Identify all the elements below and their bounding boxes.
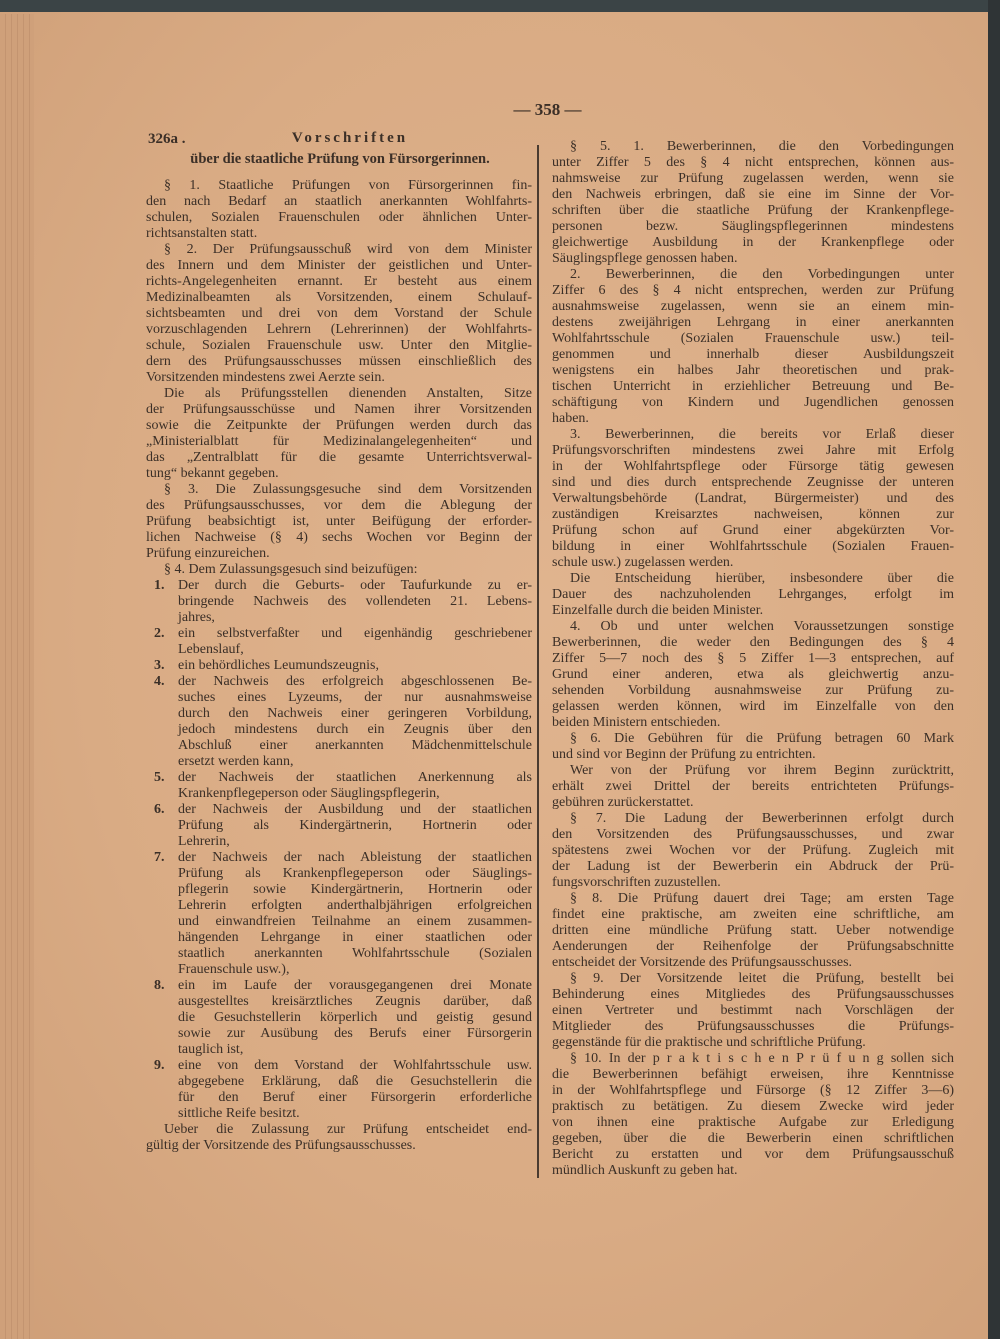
- text-line: jahres,: [178, 610, 215, 625]
- list-item: [146, 626, 532, 658]
- text-line: § 8. Die Prüfung dauert drei Tage; am ersten Tage: [570, 891, 954, 906]
- text-line: abgegebene Erklärung, daß die Gesuchstellerin die: [178, 1074, 532, 1090]
- text-line: sichtsbeamten und drei von dem Vorstand der Schule: [146, 306, 532, 321]
- paragraph: [146, 242, 532, 386]
- text-line: schriften über die staatliche Prüfung der Krankenpflege-: [552, 203, 954, 218]
- text-line: Prüfung schon auf Grund einer abgekürzten Vor-: [552, 523, 954, 538]
- text-line: Lehrerin erfolgten anderthalbjährigen erfolgreichen: [178, 898, 532, 914]
- text-line: erhält zwei Drittel der bereits entrichteten Prüfungs-: [552, 779, 954, 794]
- text-line: der Prüfungsausschüsse und Namen ihrer Vorsitzenden: [146, 402, 532, 417]
- text-line: jedoch mindestens durch ein Zeugnis über den: [178, 722, 532, 738]
- paragraph: [552, 971, 954, 1051]
- list-item-number: 7.: [154, 850, 165, 866]
- paragraph: [552, 267, 954, 427]
- text-line: Lebenslauf,: [178, 642, 244, 657]
- text-line: Die Entscheidung hierüber, insbesondere über die: [570, 571, 954, 586]
- list-item: [146, 850, 532, 978]
- text-line: tauglich ist,: [178, 1042, 244, 1058]
- text-line: „Ministerialblatt für Medizinalangelegenheiten“ und: [146, 434, 532, 449]
- text-line: § 9. Der Vorsitzende leitet die Prüfung, bestellt bei: [570, 971, 954, 986]
- text-line: Ziffer 5—7 noch des § 5 Ziffer 1—3 entsprechen, auf: [552, 651, 954, 666]
- text-line: Einzelfalle durch die beiden Minister.: [552, 603, 764, 618]
- paragraph: [552, 571, 954, 619]
- text-line: Die als Prüfungsstellen dienenden Anstalten, Sitze: [164, 386, 532, 401]
- text-line: ein selbstverfaßter und eigenhändig geschriebener: [178, 626, 532, 641]
- text-line: lichen Nachweise (§ 4) sechs Wochen vor Beginn der: [146, 530, 532, 545]
- text-line: Grund einer anderen, etwa als gleichwertig anzu-: [552, 667, 954, 682]
- list-item: [146, 658, 532, 674]
- text-line: unter Ziffer 5 des § 4 nicht entsprechen, können aus-: [552, 155, 954, 170]
- text-line: der Nachweis der Ausbildung und der staatlichen: [178, 802, 532, 818]
- text-line: § 7. Die Ladung der Bewerberinnen erfolgt durch: [570, 811, 954, 826]
- list-item-number: 4.: [154, 674, 165, 690]
- text-line: mündlich Auskunft zu geben hat.: [552, 1163, 738, 1178]
- text-line: gleichwertige Ausbildung in der Krankenpflege oder: [552, 235, 954, 250]
- text-line: gültig der Vorsitzende des Prüfungsausschusses.: [146, 1138, 416, 1154]
- text-line: der Ladung ist der Bewerberin ein Abdruck der Prü-: [552, 859, 954, 874]
- list-item: [146, 978, 532, 1058]
- text-line: richts-Angelegenheiten ernannt. Er besteht aus einem: [146, 274, 532, 289]
- text-line: von ihnen eine praktische Aufgabe zur Erledigung: [552, 1115, 954, 1130]
- text-line: in der Wohlfahrtspflege oder Fürsorge tätig gewesen: [552, 459, 954, 474]
- list-item-text: [178, 978, 532, 1058]
- text-line: Wer von der Prüfung vor ihrem Beginn zurücktritt,: [570, 763, 954, 778]
- paragraph: [552, 139, 954, 267]
- text-line: Prüfung einzureichen.: [146, 546, 270, 561]
- text-line: Prüfung beabsichtigt ist, unter Beifügung der erforder-: [146, 514, 532, 529]
- text-line: tung“ bekannt gegeben.: [146, 466, 279, 481]
- text-line: sowie die Zeitpunkte der Prüfungen werden durch das: [146, 418, 532, 433]
- text-line: den Nachweis erbringen, daß sie eine im Sinne der Vor-: [552, 187, 954, 202]
- text-line: § 1. Staatliche Prüfungen von Fürsorgerinnen fin-: [164, 178, 532, 193]
- text-line: personen bezw. Säuglingspflegerinnen mindestens: [552, 219, 954, 234]
- list-item-text: [178, 674, 532, 770]
- text-line: fungsvorschriften zuzustellen.: [552, 875, 721, 890]
- list-item-text: [178, 1058, 532, 1122]
- paragraph: [552, 763, 954, 811]
- text-line: die Bewerberinnen befähigt erweisen, ihre Kenntnisse: [552, 1067, 954, 1082]
- text-line: sind und dies durch entsprechende Zeugnisse der unteren: [552, 475, 954, 490]
- text-line: gegenstände für die praktische und schriftliche Prüfung.: [552, 1035, 866, 1050]
- text-line: 2. Bewerberinnen, die den Vorbedingungen unter: [570, 267, 954, 282]
- column-separator: [537, 145, 539, 1178]
- document-title: Vorschriften: [291, 130, 409, 146]
- text-line: der Nachweis der nach Ableistung der staatlichen: [178, 850, 532, 866]
- text-line: staatlich anerkannten Wohlfahrtsschule (Sozialen: [178, 946, 532, 962]
- text-line: richtsanstalten statt.: [146, 226, 258, 241]
- paragraph: [552, 1051, 954, 1179]
- text-line: suches eines Lyzeums, der nur ausnahmsweise: [178, 690, 532, 706]
- text-line: Behinderung eines Mitgliedes des Prüfungsausschusses: [552, 987, 954, 1002]
- list-item-text: [178, 626, 532, 658]
- list-item-text: [178, 658, 532, 674]
- text-line: schäftigung von Kindern und Jugendlichen genossen: [552, 395, 954, 410]
- list-item: [146, 674, 532, 770]
- page-number: — 358 —: [513, 100, 582, 119]
- text-line: des Innern und dem Minister der geistlichen und Unter-: [146, 258, 532, 273]
- text-line: schule usw.) zugelassen werden.: [552, 555, 734, 570]
- list-item: [146, 770, 532, 802]
- list-item-text: [178, 850, 532, 978]
- left-column: [146, 178, 532, 1154]
- text-line: ausgestelltes kreisärztliches Zeugnis darüber, daß: [178, 994, 532, 1010]
- text-line: Prüfung als Krankenpflegeperson oder Säuglings-: [178, 866, 532, 882]
- text-line: Bericht zu erstatten und vor dem Prüfungsausschuß: [552, 1147, 954, 1162]
- text-line: Krankenpflegeperson oder Säuglingspflegerin,: [178, 786, 440, 802]
- text-line: Wohlfahrtsschule (Sozialen Frauenschule usw.) teil-: [552, 331, 954, 346]
- text-line: die Gesuchstellerin körperlich und geistig gesund: [178, 1010, 532, 1026]
- text-line: Dauer des nachzuholenden Lehrganges, erfolgt im: [552, 587, 954, 602]
- text-line: ein behördliches Leumundszeugnis,: [178, 658, 380, 673]
- text-line: pflegerin sowie Kindergärtnerin, Hortnerin oder: [178, 882, 532, 898]
- text-line: Verwaltungsbehörde (Landrat, Bürgermeister) und des: [552, 491, 954, 506]
- section-marker: 326a .: [148, 131, 186, 147]
- list-item-text: [178, 770, 532, 802]
- list-item-number: 5.: [154, 770, 165, 786]
- text-line: den nach Bedarf an staatlich anerkannten Wohlfahrts-: [146, 194, 532, 209]
- text-line: Lehrerin,: [178, 834, 230, 850]
- text-line: § 2. Der Prüfungsausschuß wird von dem Minister: [164, 242, 532, 257]
- text-line: beiden Ministern entschieden.: [552, 715, 721, 730]
- text-line: der Nachweis des erfolgreich abgeschlossenen Be-: [178, 674, 532, 690]
- text-line: Ueber die Zulassung zur Prüfung entscheidet end-: [164, 1122, 532, 1138]
- text-line: gelassen werden können, wird im Einzelfalle von den: [552, 699, 954, 714]
- list-item-number: 6.: [154, 802, 165, 818]
- text-line: sittliche Reife besitzt.: [178, 1106, 300, 1122]
- text-line: eine von dem Vorstand der Wohlfahrtsschule usw.: [178, 1058, 532, 1074]
- paragraph: [146, 1122, 532, 1154]
- text-line: in der Wohlfahrtspflege und Fürsorge (§ 12 Ziffer 3—6): [552, 1083, 954, 1098]
- list-item: [146, 802, 532, 850]
- text-line: § 10. In der p r a k t i s c h e n P r ü f u n g sollen sich: [570, 1051, 954, 1066]
- list-item: [146, 578, 532, 626]
- text-line: Prüfung als Kindergärtnerin, Hortnerin oder: [178, 818, 532, 834]
- text-line: sowie zur Ausübung des Berufs einer Fürsorgerin: [178, 1026, 532, 1042]
- text-line: schulen, Sozialen Frauenschulen oder ähnlichen Unter-: [146, 210, 532, 225]
- text-line: Abschluß einer anerkannten Mädchenmittelschule: [178, 738, 532, 754]
- text-line: tischen Unterricht in erziehlicher Betreuung und Be-: [552, 379, 954, 394]
- text-line: spätestens zwei Wochen vor der Prüfung. Zugleich mit: [552, 843, 954, 858]
- text-line: durch den Nachweis einer geringeren Vorbildung,: [178, 706, 532, 722]
- text-line: Aenderungen der Reihenfolge der Prüfungsabschnitte: [552, 939, 954, 954]
- text-line: sehenden Vorbildung ausnahmsweise zur Prüfung zu-: [552, 683, 954, 698]
- text-line: und einwandfreien Teilnahme an einem zusammen-: [178, 914, 532, 930]
- text-line: § 6. Die Gebühren für die Prüfung betragen 60 Mark: [570, 731, 954, 746]
- text-line: den Vorsitzenden des Prüfungsausschusses, und zwar: [552, 827, 954, 842]
- list-item-number: 8.: [154, 978, 165, 994]
- text-line: hängenden Lehrgange in einer staatlichen oder: [178, 930, 532, 946]
- text-line: genommen und innerhalb dieser Ausbildungszeit: [552, 347, 954, 362]
- text-line: Prüfungsvorschriften mindestens zwei Jahre mit Erfolg: [552, 443, 954, 458]
- document-subtitle: über die staatliche Prüfung von Fürsorgerinnen.: [190, 151, 490, 167]
- text-line: Mitglieder des Prüfungsausschusses die Prüfungs-: [552, 1019, 954, 1034]
- text-line: nahmsweise zur Prüfung zugelassen werden, wenn sie: [552, 171, 954, 186]
- text-line: Vorsitzenden mindestens zwei Aerzte sein.: [146, 370, 385, 385]
- text-line: 4. Ob und unter welchen Voraussetzungen sonstige: [570, 619, 954, 634]
- paragraph: [552, 731, 954, 763]
- text-line: gegeben, über die die Bewerberin einen schriftlichen: [552, 1131, 954, 1146]
- text-line: dern des Prüfungsausschusses müssen einschließlich des: [146, 354, 532, 369]
- paragraph: [146, 178, 532, 242]
- text-line: § 3. Die Zulassungsgesuche sind dem Vorsitzenden: [164, 482, 532, 497]
- list-item-number: 9.: [154, 1058, 165, 1074]
- text-line: ein im Laufe der vorausgegangenen drei Monate: [178, 978, 532, 994]
- scanner-background-right: [988, 0, 1000, 1339]
- text-line: schule, Sozialen Frauenschule usw. Unter den Mitglie-: [146, 338, 532, 353]
- page-stack-edges: [0, 14, 34, 1339]
- list-item-number: 3.: [154, 658, 165, 673]
- paragraph: [552, 811, 954, 891]
- list-item-text: [178, 802, 532, 850]
- text-line: Bewerberinnen, die weder den Bedingungen des § 4: [552, 635, 954, 650]
- text-line: § 4. Dem Zulassungsgesuch sind beizufügen:: [164, 562, 418, 577]
- text-line: Frauenschule usw.),: [178, 962, 290, 978]
- list-item-number: 1.: [154, 578, 165, 593]
- text-line: einen Vertreter und bestimmt nach Vorschlägen der: [552, 1003, 954, 1018]
- paragraph: [146, 562, 532, 578]
- text-line: bildung in einer Wohlfahrtsschule (Sozialen Frauen-: [552, 539, 954, 554]
- paragraph: [552, 891, 954, 971]
- text-line: haben.: [552, 411, 589, 426]
- text-line: und sind vor Beginn der Prüfung zu entrichten.: [552, 747, 816, 762]
- text-line: 3. Bewerberinnen, die bereits vor Erlaß dieser: [570, 427, 954, 442]
- text-line: zuständigen Kreisarztes nachweisen, können zur: [552, 507, 954, 522]
- text-line: praktisch zu betätigen. Zu diesem Zwecke wird jeder: [552, 1099, 954, 1114]
- text-line: der Nachweis der staatlichen Anerkennung als: [178, 770, 532, 786]
- text-line: vorzuschlagenden Lehrern (Lehrerinnen) der Wohlfahrts-: [146, 322, 532, 337]
- text-line: Säuglingspflege genossen haben.: [552, 251, 738, 266]
- list-item-text: [178, 578, 532, 626]
- text-line: bringende Nachweis des vollendeten 21. Lebens-: [178, 594, 532, 609]
- text-line: findet eine praktische, am zweiten eine schriftliche, am: [552, 907, 954, 922]
- paragraph: [552, 427, 954, 571]
- right-column: [552, 139, 954, 1179]
- text-line: Ziffer 6 des § 4 nicht entsprechen, werden zur Prüfung: [552, 283, 954, 298]
- text-line: Der durch die Geburts- oder Taufurkunde zu er-: [178, 578, 532, 593]
- text-line: ersetzt werden kann,: [178, 754, 294, 770]
- paragraph: [552, 619, 954, 731]
- paragraph: [146, 386, 532, 482]
- text-line: wenigstens ein halbes Jahr theoretischen und prak-: [552, 363, 954, 378]
- text-line: ausnahmsweise zugelassen, wenn sie an einem min-: [552, 299, 954, 314]
- text-line: entscheidet der Vorsitzende des Prüfungsausschusses.: [552, 955, 853, 970]
- text-line: Medizinalbeamten als Vorsitzenden, einem Schulauf-: [146, 290, 532, 305]
- text-line: das „Zentralblatt für die gesamte Unterrichtsverwal-: [146, 450, 532, 465]
- text-line: destens zweijährigen Lehrgang in einer anerkannten: [552, 315, 954, 330]
- text-line: dritten eine mündliche Prüfung statt. Ueber notwendige: [552, 923, 954, 938]
- text-line: § 5. 1. Bewerberinnen, die den Vorbedingungen: [570, 139, 954, 154]
- list-item: [146, 1058, 532, 1122]
- text-line: für den Beruf einer Fürsorgerin erforderliche: [178, 1090, 532, 1106]
- paragraph: [146, 482, 532, 562]
- text-line: des Prüfungsausschusses, vor dem die Ablegung der: [146, 498, 532, 513]
- list-item-number: 2.: [154, 626, 165, 641]
- text-line: gebühren zurückerstattet.: [552, 795, 694, 810]
